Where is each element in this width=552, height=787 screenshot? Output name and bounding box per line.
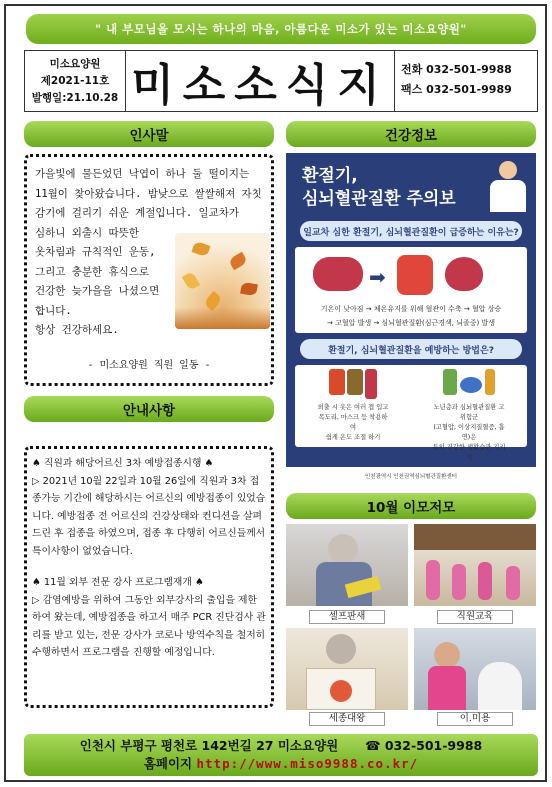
gallery-heading: 10월 이모저모 [286,493,536,519]
prevention-tip-2 [432,369,506,461]
prevention-tip-1 [316,369,390,447]
poster-title: 환절기, 심뇌혈관질환 주의보 [302,166,456,209]
poster-prevention-panel [295,365,527,461]
patient-illustration [397,255,433,295]
greeting-box [24,154,274,386]
notice-item1-title: ♠ 직원과 해당어르신 3차 예방접종시행 ♠ [32,458,214,469]
contact-info [394,50,538,112]
slogan-banner: " 내 부모님을 모시는 하나의 마음, 아름다운 미소가 있는 미소요양원" [26,14,536,44]
greeting-signature: - 미소요양원 직원 일동 - [87,359,211,371]
notice-box [24,446,274,708]
newsletter-page [4,4,547,782]
greeting-text: 가을빛에 물든었던 낙엽이 하나 둘 떨이지는 11월이 찾아왔습니다. 밤낮으로 쌀쌀해져 자칫 감기에 걸리기 쉬운 계절입니다. 일교차가 심하니 외출시 따뜻한 옷차림과 규칙적인 운동, 그리고 충분한 휴식으로 건강한 늦가을을 나셨으면 합니다. 항상 건강하세요. [35,168,262,336]
footer [24,734,538,776]
caption-2: 직원교육 [437,610,513,624]
footer-contact-line [24,737,538,755]
publish-date: 발행일:21.10.28 [31,92,119,104]
doctor-illustration [490,161,526,213]
tip-1-text: 외출 시 옷은 여러 겹 입고 목도리, 마스크 등 착용하여 쉽게 온도 조절 하기 [317,404,389,441]
photo-gallery [286,524,536,728]
issue-number: 제2021-11호 [40,75,110,87]
homepage-link[interactable]: http://www.miso9988.co.kr/ [196,756,419,771]
arrow-icon: ➡ [369,265,386,289]
poster-question-1: 일교차 심한 환절기, 심뇌혈관질환이 급증하는 이유는? [300,221,522,241]
notice-heading: 안내사항 [24,396,274,422]
footer-homepage-line [24,755,538,773]
healthy-life-icon [432,369,506,403]
newsletter-title: 미소소식지 [126,50,394,112]
clothing-icon [316,369,390,403]
poster-credit: 인천광역시 인천권역심뇌혈관질환센터 [286,467,536,485]
poster-cause-panel [295,247,527,333]
caption-3: 세종대왕 [309,712,385,726]
footer-phone: ☎ 032-501-9988 [364,738,483,753]
cause-chain-1: 기온이 낮아짐 → 체온유지를 위해 혈관이 수축 → 혈압 상승 [320,305,502,313]
notice-item1-body: ▷ 2021년 10월 22일과 10월 26일에 직원과 3차 접종가능 기간에 해당하시는 어르신의 예방접종이 있었습니다. 예방접종 전 어르신의 건강상태와 컨디션을 살펴드린 후 접종을 하였으며, 접종 후 다행히 어르신들께서 특이사항이 없었습니다. [32,475,266,557]
footer-address: 인천시 부평구 평천로 142번길 27 미소요양원 [79,738,339,753]
heart-icon [445,257,483,291]
caption-1: 셀프판새 [309,610,385,624]
notice-item2-body: ▷ 감염예방을 위하여 그동안 외부강사의 출입을 제한하여 왔는데, 예방접종을 하고서 매주 PCR 진단검사 관리를 받고 있는, 전문 강사가 코로나 방역수칙을 철저히 수행하면서 프로그램을 진행할 예정입니다. [32,594,266,658]
masthead [24,50,538,112]
photo-hair-care [414,628,536,710]
greeting-heading: 인사말 [24,121,274,147]
org-name: 미소요양원 [49,58,101,70]
health-poster [286,153,536,485]
poster-question-2: 환절기, 심뇌혈관질환을 예방하는 방법은? [300,339,522,359]
homepage-label: 홈페이지 [143,756,193,771]
caption-4: 이.미용 [437,712,513,726]
photo-staff-training [414,524,536,606]
fax-number: 팩스 032-501-9989 [401,83,512,96]
tip-2-text: 노년층과 심뇌혈관질환 고위험군 (고혈압, 이상지질혈증, 흡연)은 특히 건강한 생활습관 지키기 [432,404,506,461]
health-heading: 건강정보 [286,121,536,147]
blood-vessel-icon [313,257,363,291]
phone-number: 전화 032-501-9988 [401,63,512,76]
issue-info [24,50,126,112]
photo-king-sejong [286,628,408,710]
cause-chain-2: → 고혈압 발생 → 심뇌혈관질환(심근경색, 뇌졸중) 발생 [326,319,495,327]
photo-self-craft [286,524,408,606]
notice-item2-title: ♠ 11월 외부 전문 강사 프로그램재개 ♠ [32,577,204,588]
